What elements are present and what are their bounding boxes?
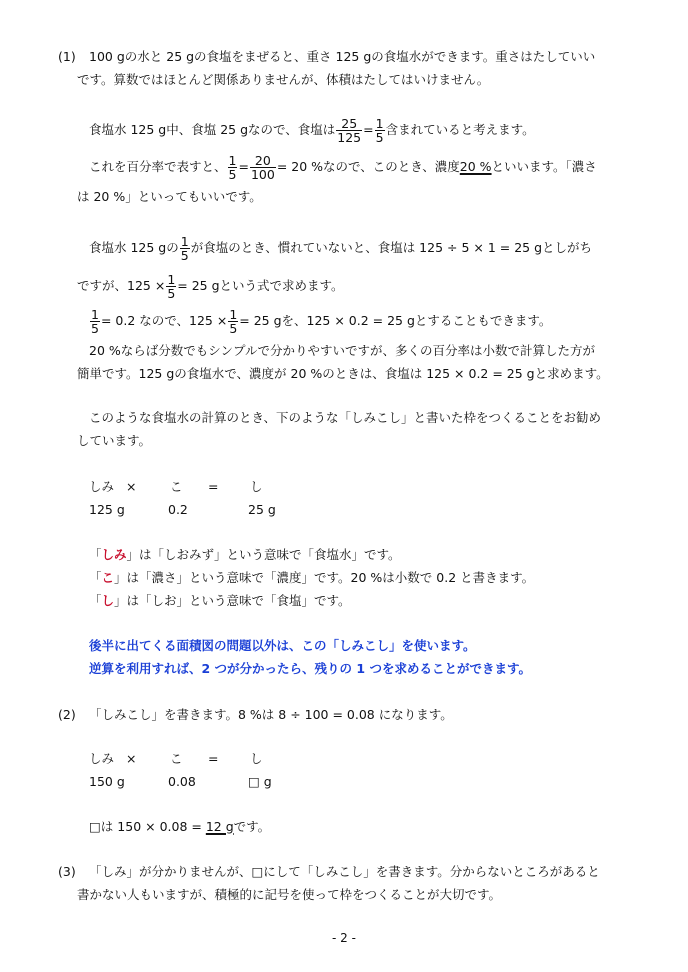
- problem-3-line2: 書かない人もいますが、積極的に記号を使って枠をつくることが大切です。: [77, 887, 502, 902]
- recommend-line2: しています。: [77, 433, 152, 448]
- table-value-shi: □ g: [248, 774, 272, 789]
- fraction: $\frac{1}{5}$: [375, 116, 384, 145]
- calc-line-c: $\frac{1}{5}$ = 0.2 なので、125 × $\frac{1}{5}$ = 25 gを、125 × 0.2 = 25 gとすることもできます。: [91, 307, 552, 336]
- problem-2-text: 「しみこし」を書きます。8 %は 8 ÷ 100 = 0.08 になります。: [89, 707, 453, 722]
- table-value-ko: 0.08: [168, 774, 196, 789]
- calc-line-a: 食塩水 125 gの $\frac{1}{5}$ が食塩のとき、慣れていないと、食塩は 125 ÷ 5 × 1 = 25 gとしがち: [89, 234, 593, 263]
- table-value-shimi: 150 g: [89, 774, 125, 789]
- table-header-times: ×: [126, 479, 137, 494]
- definition-shimi: 「しみ」は「しおみず」という意味で「食塩水」です。: [89, 547, 401, 562]
- problem-3-line1: 「しみ」が分かりませんが、□にして「しみこし」を書きます。分からないところがあると: [89, 864, 600, 879]
- definition-ko: 「こ」は「濃さ」という意味で「濃度」です。20 %は小数で 0.2 と書きます。: [89, 570, 535, 585]
- problem-1-label: (1): [58, 49, 76, 64]
- note-line1: 後半に出てくる面積図の問題以外は、この「しみこし」を使います。: [89, 638, 476, 653]
- concentration-answer: 20 %: [459, 159, 492, 174]
- table-header-shi: し: [250, 751, 263, 766]
- fraction: $\frac{1}{5}$: [228, 153, 237, 182]
- recommend-line1: このような食塩水の計算のとき、下のような「しみこし」と書いた枠をつくることをお勧め: [89, 410, 602, 425]
- table-header-ko: こ: [170, 751, 183, 766]
- problem-2-answer: □は 150 × 0.08 = 12 gです。: [89, 819, 271, 834]
- problem-3-label: (3): [58, 864, 76, 879]
- table-header-ko: こ: [170, 479, 183, 494]
- table-header-times: ×: [126, 751, 137, 766]
- key-term: し: [101, 593, 115, 608]
- fraction: $\frac{20}{100}$: [250, 153, 275, 182]
- table-header-shi: し: [250, 479, 263, 494]
- key-term: こ: [101, 570, 115, 585]
- problem-1-line1: 100 gの水と 25 gの食塩をまぜると、重さ 125 gの食塩水ができます。重さはたしていい: [89, 49, 596, 64]
- calc-line-b: ですが、125 × $\frac{1}{5}$ = 25 gという式で求めます。: [77, 272, 344, 301]
- calc-line-d: 20 %ならば分数でもシンプルで分かりやすいですが、多くの百分率は小数で計算した方が: [89, 343, 595, 358]
- table-header-shimi: しみ: [89, 751, 115, 766]
- table-header-shimi: しみ: [89, 479, 115, 494]
- table-header-equals: =: [208, 751, 219, 766]
- concentration-line-b: これを百分率で表すと、 $\frac{1}{5}$ = $\frac{20}{100}$ = 20 %なので、このとき、濃度20 %といいます。「濃さ: [89, 153, 597, 182]
- fraction: $\frac{25}{125}$: [337, 116, 362, 145]
- table-value-shi: 25 g: [248, 502, 276, 517]
- page-number: - 2 -: [332, 931, 356, 945]
- problem-2-label: (2): [58, 707, 76, 722]
- definition-shi: 「し」は「しお」という意味で「食塩」です。: [89, 593, 351, 608]
- fraction: $\frac{1}{5}$: [229, 307, 238, 336]
- concentration-line-a: 食塩水 125 g中、食塩 25 gなので、食塩は $\frac{25}{125}$ = $\frac{1}{5}$ 含まれていると考えます。: [89, 116, 535, 145]
- note-line2: 逆算を利用すれば、2 つが分かったら、残りの 1 つを求めることができます。: [89, 661, 531, 676]
- table-value-shimi: 125 g: [89, 502, 125, 517]
- table-value-ko: 0.2: [168, 502, 188, 517]
- fraction: $\frac{1}{5}$: [91, 307, 99, 336]
- fraction: $\frac{1}{5}$: [167, 272, 176, 301]
- fraction: $\frac{1}{5}$: [180, 234, 189, 263]
- answer-value: 12 g: [205, 819, 234, 834]
- key-term: しみ: [101, 547, 127, 562]
- concentration-line-c: は 20 %」といってもいいです。: [77, 189, 262, 204]
- problem-1-line2: です。算数ではほとんど関係ありませんが、体積はたしてはいけません。: [77, 72, 490, 87]
- calc-line-e: 簡単です。125 gの食塩水で、濃度が 20 %のときは、食塩は 125 × 0.2 = 25 gと求めます。: [77, 366, 609, 381]
- table-header-equals: =: [208, 479, 219, 494]
